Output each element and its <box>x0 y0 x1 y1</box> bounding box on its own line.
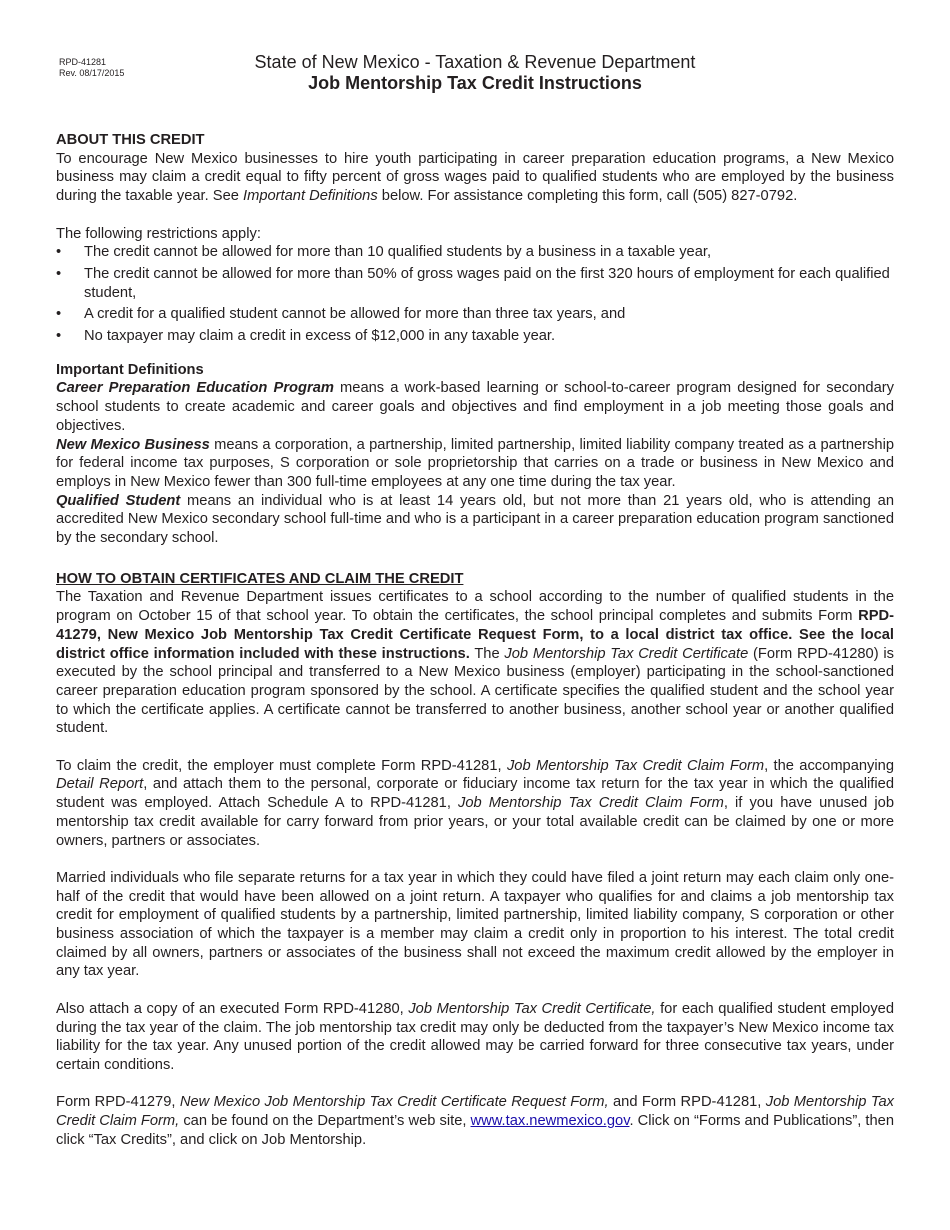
definition-qualified-student <box>56 492 894 548</box>
text-run: . Click on “Forms and Publications”, then click “Tax Credits”, and click on Job Mentorship. <box>56 1113 894 1148</box>
text-run-italic: Detail Report <box>56 776 144 793</box>
document-body <box>56 131 894 1149</box>
text-run: and Form RPD-41281, <box>608 1094 766 1111</box>
text-run: , if you have unused job mentorship tax credit available for carry forward from prior years, or your total available credit can be claimed by one or more owners, partners or associates. <box>56 795 894 849</box>
claim-heading: HOW TO OBTAIN CERTIFICATES AND CLAIM THE CREDIT <box>56 570 464 587</box>
text-run: , and attach them to the personal, corporate or fiduciary income tax return for the tax year in which the qualified student was employed. Attach Schedule A to RPD-41281, <box>56 776 894 812</box>
list-item <box>56 327 894 346</box>
page-title: Job Mentorship Tax Credit Instructions <box>308 73 642 93</box>
bullet-icon: • <box>56 328 62 345</box>
definition-career-program <box>56 379 894 435</box>
page-header <box>0 52 950 94</box>
website-link[interactable]: www.tax.newmexico.gov <box>470 1113 630 1130</box>
restrictions-list <box>56 243 894 346</box>
definition-text: means an individual who is at least 14 years old, but not more than 21 years old, who is attending an accredited New Mexico secondary school full-time and who is a participant in a career preparation education program sanctioned by the secondary school. <box>56 492 894 547</box>
text-run: for each qualified student employed during the tax year of the claim. The job mentorship tax credit may only be deducted from the taxpayer’s New Mexico income tax liability for the tax year. Any unused portion of the credit allowed may be carried forward for three consecutive tax years, under certain conditions. <box>56 1000 895 1073</box>
text-run: can be found on the Department’s web site, <box>179 1113 471 1130</box>
text-run: (Form RPD-41280) is executed by the school principal and transferred to a New Mexico business (employer) participating in the school-sanctioned career preparation education program sponsored by the school. A certificate specifies the qualified student and the school year to which the certificate applies. A certificate cannot be transferred to another business, another school year or another qualified student. <box>56 645 894 737</box>
restrictions-intro: The following restrictions apply: <box>56 225 261 242</box>
list-item-text: A credit for a qualified student cannot be allowed for more than three tax years, and <box>84 306 626 323</box>
definitions-heading: Important Definitions <box>56 361 204 378</box>
text-run: To encourage New Mexico businesses to hire youth participating in career preparation education programs, a New Mexico business may claim a credit equal to fifty percent of gross wages paid to qualified students who are employed by the business during the taxable year. See <box>56 150 894 205</box>
text-run: The Taxation and Revenue Department issues certificates to a school according to the number of qualified students in the program on October 15 of that school year. To obtain the certificates, the school principal completes and submits Form <box>56 589 894 625</box>
text-run-italic: Job Mentorship Tax Credit Certificate <box>504 645 749 662</box>
text-run: Form RPD-41279, <box>56 1094 180 1111</box>
bullet-icon: • <box>56 265 62 282</box>
claim-paragraph-forms <box>56 1093 894 1149</box>
claim-paragraph-attach <box>56 1000 894 1075</box>
text-run-italic: Job Mentorship Tax Credit Claim Form <box>506 757 765 774</box>
bullet-icon: • <box>56 306 62 323</box>
claim-paragraph-certificates <box>56 588 894 738</box>
list-item-text: The credit cannot be allowed for more than 50% of gross wages paid on the first 320 hours of employment for each qualified student, <box>84 265 890 301</box>
definitions-reference: Important Definitions <box>243 188 378 205</box>
agency-name: State of New Mexico - Taxation & Revenue Department <box>254 52 696 72</box>
claim-paragraph-married: Married individuals who file separate returns for a tax year in which they could have filed a joint return may each claim only one-half of the credit that would have been allowed on a joint return. A taxpayer who qualifies for and claims a job mentorship tax credit for employment of qualified students by a partnership, limited partnership, limited liability company, S corporation or other business association of which the taxpayer is a member may claim a credit only in proportion to his interest. The total credit claimed by all owners, partners or associates of the business shall not exceed the maximum credit allowed by the employer in any tax year. <box>56 869 894 980</box>
list-item <box>56 305 894 324</box>
definition-text: means a work-based learning or school-to-career program designed for secondary school students to create academic and career goals and objectives and find employment in a job meeting those goals and objectives. <box>56 380 894 434</box>
definition-term: New Mexico Business <box>56 436 210 453</box>
text-run: , the accompanying <box>764 757 894 774</box>
definition-term: Qualified Student <box>56 492 181 509</box>
text-run: To claim the credit, the employer must complete Form RPD-41281, <box>56 757 507 774</box>
text-run: The <box>469 645 505 662</box>
definition-term: Career Preparation Education Program <box>56 380 334 397</box>
text-run-italic: New Mexico Job Mentorship Tax Credit Certificate Request Form, <box>179 1094 609 1111</box>
text-run-italic: Job Mentorship Tax Credit Claim Form, <box>56 1094 894 1130</box>
form-revision: Rev. 08/17/2015 <box>59 68 125 78</box>
list-item-text: No taxpayer may claim a credit in excess of $12,000 in any taxable year. <box>84 328 556 345</box>
list-item-text: The credit cannot be allowed for more than 10 qualified students by a business in a taxable year, <box>84 244 712 261</box>
text-run-bold: RPD-41279, New Mexico Job Mentorship Tax Credit Certificate Request Form, to a local district tax office. See the local district office information included with these instructions. <box>56 608 894 662</box>
about-paragraph <box>56 150 894 206</box>
about-heading: ABOUT THIS CREDIT <box>56 132 205 148</box>
claim-paragraph-how-to-claim <box>56 757 894 851</box>
bullet-icon: • <box>56 244 62 261</box>
text-run-italic: Job Mentorship Tax Credit Claim Form <box>458 795 724 812</box>
text-run-italic: Job Mentorship Tax Credit Certificate, <box>408 1000 656 1017</box>
text-run: Also attach a copy of an executed Form RPD-41280, <box>56 1000 409 1017</box>
text-run: below. For assistance completing this form, call (505) 827-0792. <box>377 188 798 205</box>
list-item <box>56 265 894 302</box>
definition-nm-business <box>56 436 894 492</box>
form-number: RPD-41281 <box>59 57 107 67</box>
definition-text: means a corporation, a partnership, limited partnership, limited liability company treated as a partnership for federal income tax purposes, S corporation or sole proprietorship that carries on a trade or business in New Mexico and employs in New Mexico fewer than 300 full-time employees at any one time during the tax year. <box>56 436 894 490</box>
list-item <box>56 243 894 262</box>
